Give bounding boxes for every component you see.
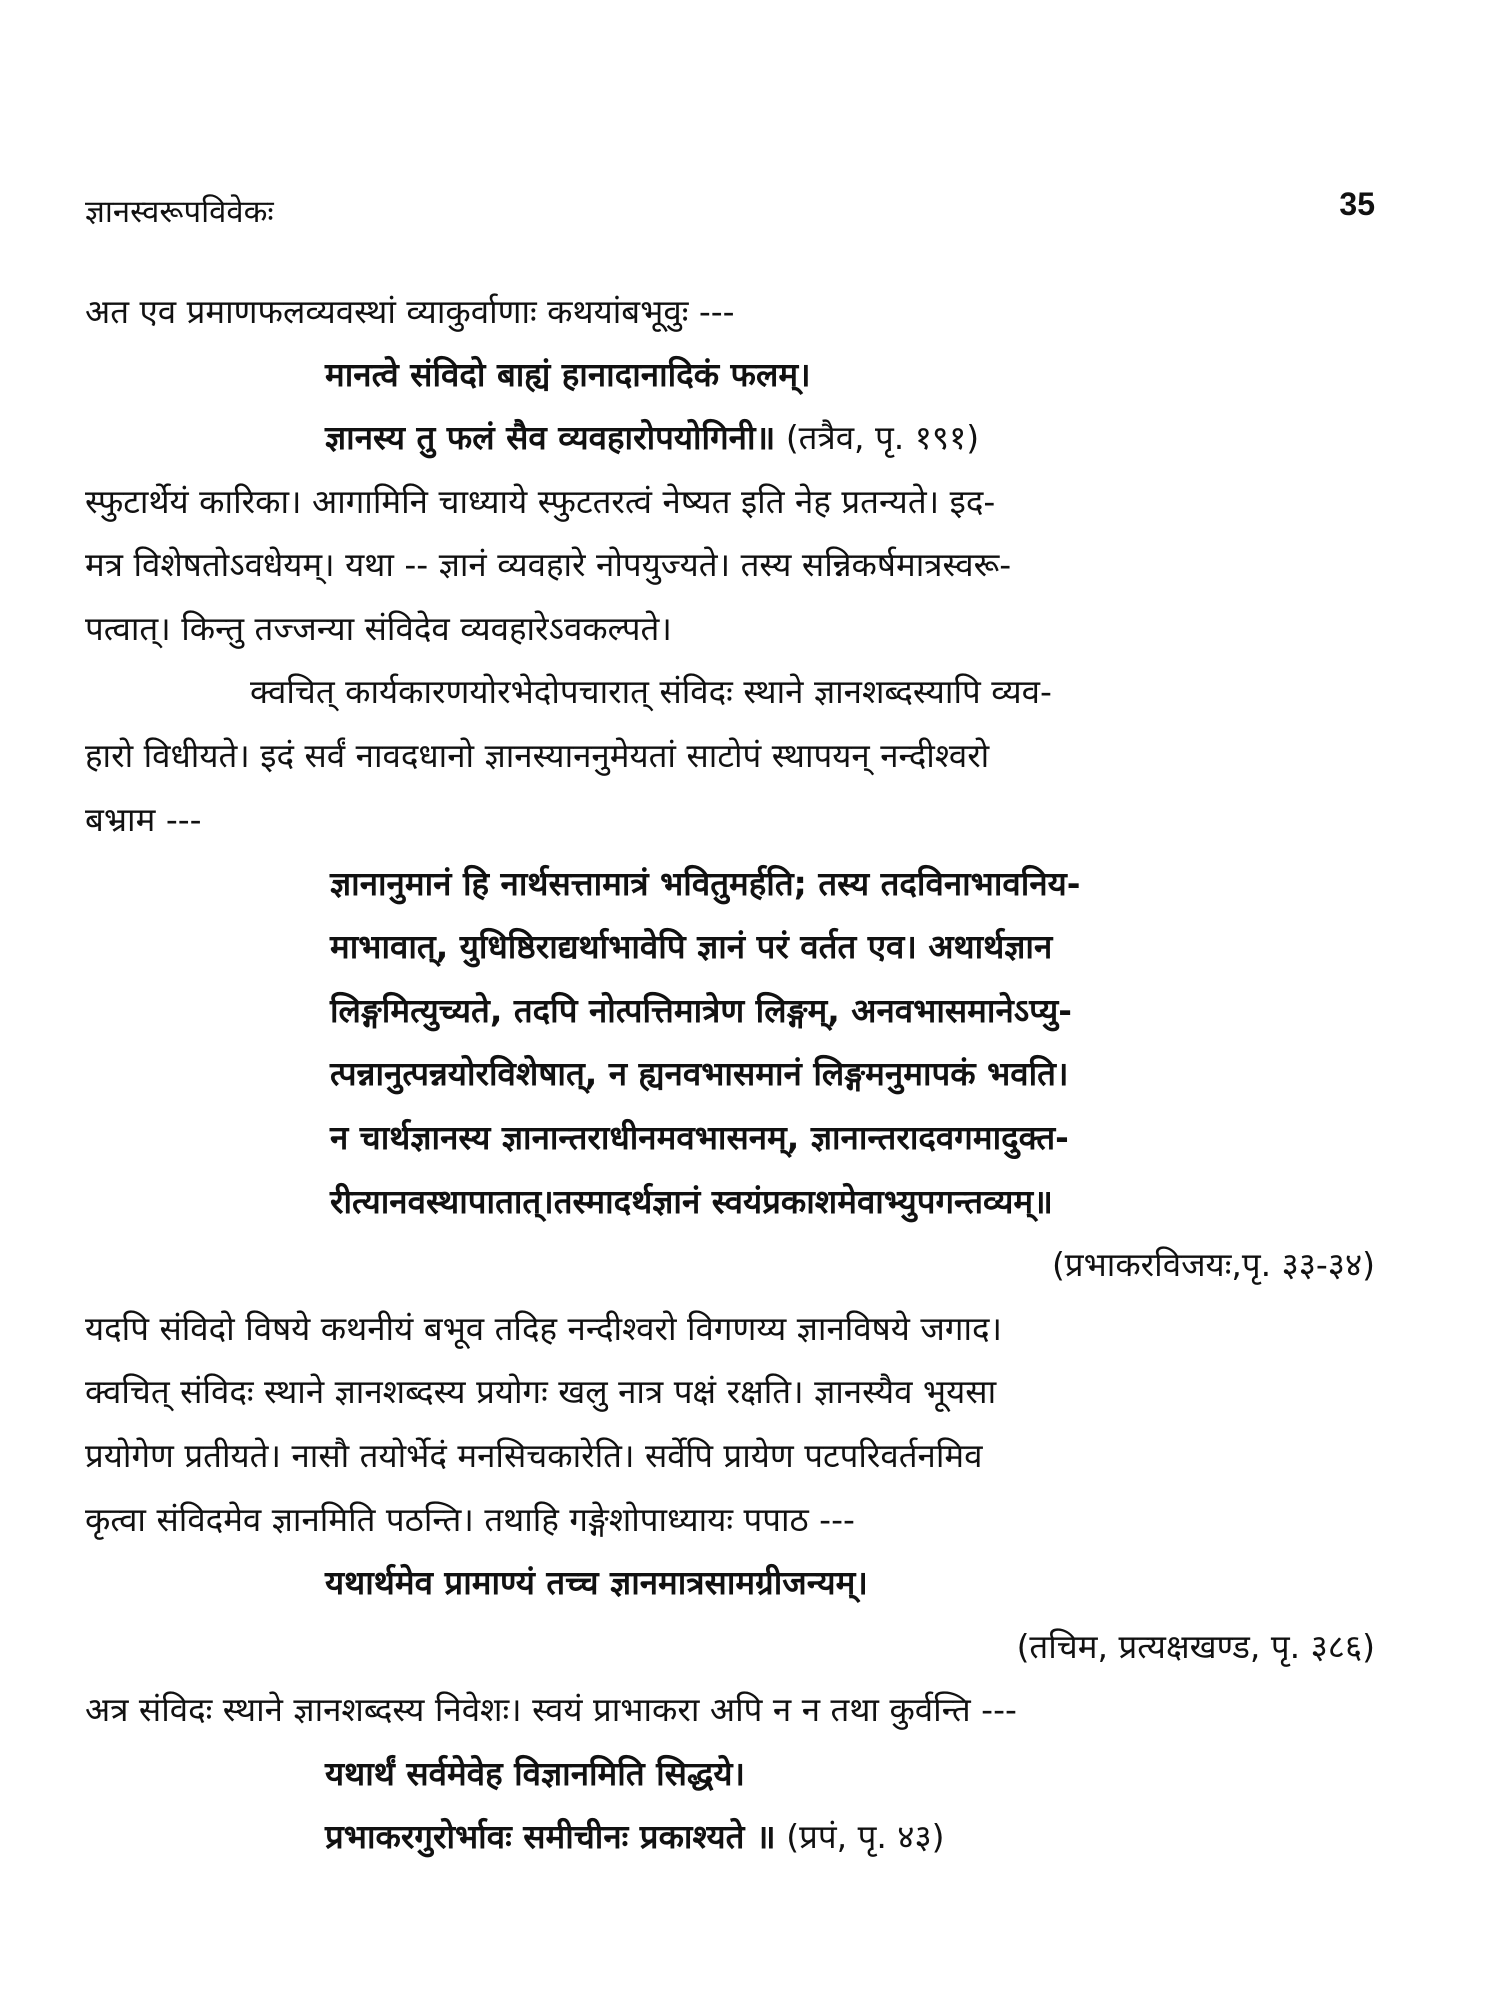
text-line: स्फुटार्थेयं कारिका। आगामिनि चाध्याये स्फुटतरत्वं नेष्यत इति नेह प्रतन्यते। इद- (85, 482, 996, 521)
quote-line: लिङ्गमित्युच्यते, तदपि नोत्पत्तिमात्रेण लिङ्गम्, अनवभासमानेऽप्यु- (330, 991, 1072, 1030)
citation: (तत्रैव, पृ. १९१) (785, 418, 980, 457)
text-line: हारो विधीयते। इदं सर्वं नावदधानो ज्ञानस्याननुमेयतां साटोपं स्थापयन् नन्दीश्वरो (85, 736, 990, 775)
text-line: मत्र विशेषतोऽवधेयम्। यथा -- ज्ञानं व्यवहारे नोपयुज्यते। तस्य सन्निकर्षमात्रस्वरू- (85, 545, 1012, 584)
verse-line: यथार्थं सर्वमेवेह विज्ञानमिति सिद्धये। (325, 1754, 746, 1793)
citation: (प्रभाकरविजयः,पृ. ३३-३४) (1051, 1245, 1375, 1284)
text-line: अत्र संविदः स्थाने ज्ञानशब्दस्य निवेशः। स्वयं प्राभाकरा अपि न न तथा कुर्वन्ति --- (85, 1690, 1017, 1729)
text-line: क्वचित् कार्यकारणयोरभेदोपचारात् संविदः स्थाने ज्ञानशब्दस्यापि व्यव- (250, 672, 1052, 711)
quote-line: ज्ञानानुमानं हि नार्थसत्तामात्रं भवितुमर्हति; तस्य तदविनाभावनिय- (330, 864, 1081, 903)
citation: (प्रपं, पृ. ४३) (786, 1817, 945, 1856)
verse-line-with-ref (325, 1817, 945, 1857)
quote-line: त्पन्नानुत्पन्नयोरविशेषात्, न ह्यनवभासमानं लिङ्गमनुमापकं भवति। (330, 1054, 1069, 1093)
text-line: अत एव प्रमाणफलव्यवस्थां व्याकुर्वाणाः कथयांबभूवुः --- (85, 292, 735, 331)
text-line: यदपि संविदो विषये कथनीयं बभूव तदिह नन्दीश्वरो विगणय्य ज्ञानविषये जगाद। (85, 1309, 1003, 1348)
verse-text: प्रभाकरगुरोर्भावः समीचीनः प्रकाश्यते ॥ (325, 1817, 776, 1856)
verse-text: ज्ञानस्य तु फलं सैव व्यवहारोपयोगिनी॥ (325, 418, 776, 457)
verse-line: मानत्वे संविदो बाह्यं हानादानादिकं फलम्। (325, 355, 811, 394)
text-line: कृत्वा संविदमेव ज्ञानमिति पठन्ति। तथाहि गङ्गेशोपाध्यायः पपाठ --- (85, 1500, 855, 1539)
text-line: क्वचित् संविदः स्थाने ज्ञानशब्दस्य प्रयोगः खलु नात्र पक्षं रक्षति। ज्ञानस्यैव भूयसा (85, 1372, 997, 1411)
page-number: 35 (1339, 186, 1375, 222)
citation: (तचिम, प्रत्यक्षखण्ड, पृ. ३८६) (1016, 1627, 1375, 1666)
quote-line: माभावात्, युधिष्ठिराद्यर्थाभावेपि ज्ञानं परं वर्तत एव। अथार्थज्ञान (330, 927, 1053, 966)
quote-line: न चार्थज्ञानस्य ज्ञानान्तराधीनमवभासनम्, ज्ञानान्तरादवगमादुक्त- (330, 1118, 1069, 1157)
text-line: बभ्राम --- (85, 800, 202, 839)
verse-line: यथार्थमेव प्रामाण्यं तच्च ज्ञानमात्रसामग्रीजन्यम्। (325, 1563, 868, 1602)
text-line: पत्वात्। किन्तु तज्जन्या संविदेव व्यवहारेऽवकल्पते। (85, 609, 672, 648)
running-header-title: ज्ञानस्वरूपविवेकः (85, 194, 274, 230)
quote-line: रीत्यानवस्थापातात्।तस्मादर्थज्ञानं स्वयंप्रकाशमेवाभ्युपगन्तव्यम्॥ (330, 1182, 1053, 1221)
text-line: प्रयोगेण प्रतीयते। नासौ तयोर्भेदं मनसिचकारेति। सर्वेपि प्रायेण पटपरिवर्तनमिव (85, 1436, 983, 1475)
verse-line-with-ref (325, 418, 979, 458)
